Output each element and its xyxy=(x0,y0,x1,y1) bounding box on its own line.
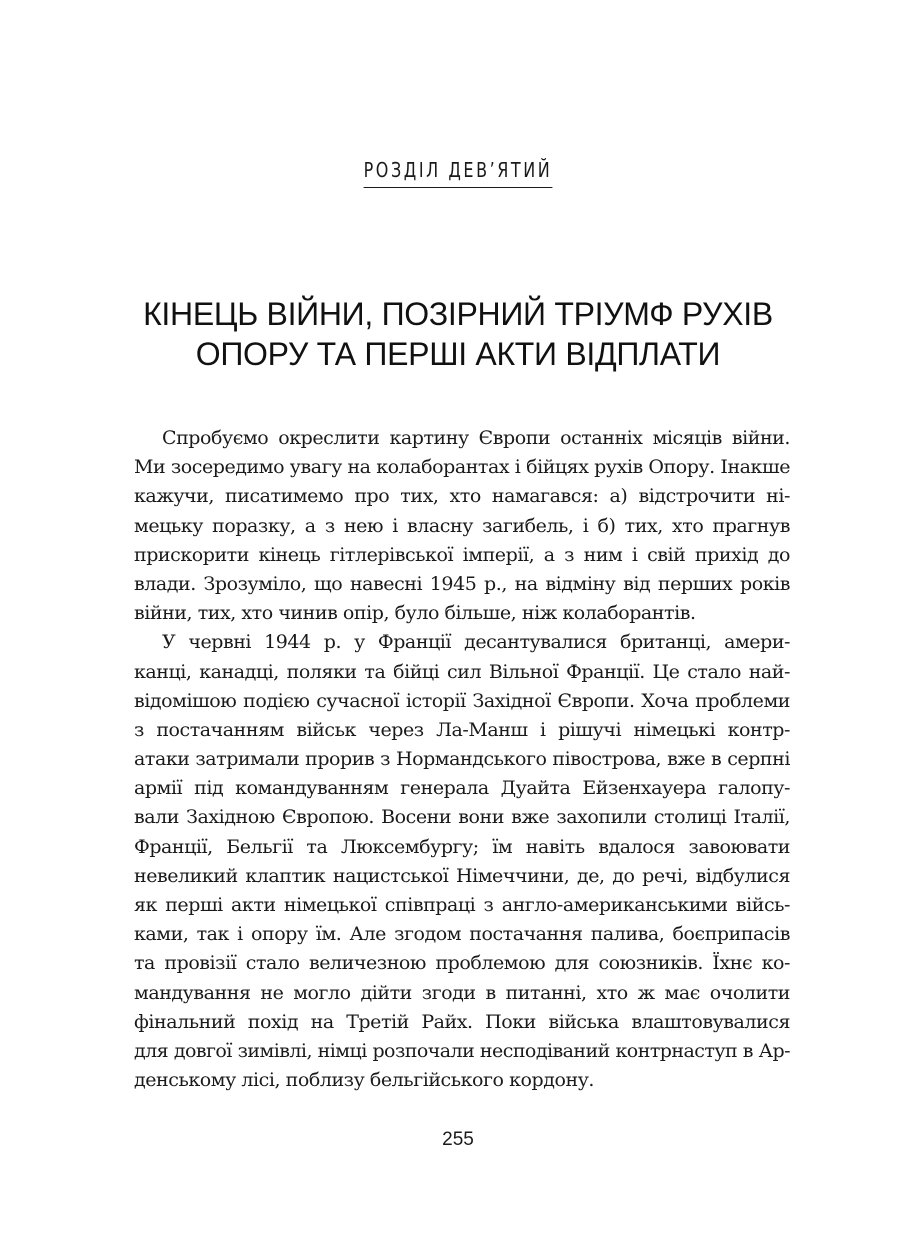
text-line: У червні 1944 р. у Франції десантувалися британці, амери- xyxy=(162,631,790,654)
body-text xyxy=(134,424,790,1095)
text-line: денському лісі, поблизу бельгійського кордону. xyxy=(134,1069,595,1092)
text-line: для довгої зимівлі, німці розпочали несподіваний контрнаступ в Ар- xyxy=(134,1039,790,1062)
text-line: з постачанням військ через Ла-Манш і рішучі німецькі контр- xyxy=(134,718,790,741)
text-line: прискорити кінець гітлерівської імперії, а з ним і свій прихід до xyxy=(134,543,790,566)
chapter-label xyxy=(0,156,916,188)
text-line: відомішою подією сучасної історії Західної Європи. Хоча проблеми xyxy=(134,689,790,712)
text-line: кажучи, писатимемо про тих, хто намагався: а) відстрочити ні- xyxy=(134,485,790,508)
text-line: вали Західною Європою. Восени вони вже захопили столиці Італії, xyxy=(134,806,790,829)
text-line: канці, канадці, поляки та бійці сил Вільної Франції. Це стало най- xyxy=(134,660,790,683)
chapter-title-line: ОПОРУ ТА ПЕРШІ АКТИ ВІДПЛАТИ xyxy=(195,336,721,372)
text-line: мецьку поразку, а з нею і власну загибель, і б) тих, хто прагнув xyxy=(134,514,790,537)
text-line: мандування не могло дійти згоди в питанні, хто ж має очолити xyxy=(134,981,790,1004)
text-line: ками, так і опору їм. Але згодом постачання палива, боєприпасів xyxy=(134,923,790,946)
text-line: Франції, Бельгії та Люксембургу; їм навіть вдалося завоювати xyxy=(134,835,790,858)
paragraph xyxy=(134,628,790,1095)
chapter-label-text: РОЗДІЛ ДЕВ’ЯТИЙ xyxy=(364,156,553,188)
text-line: влади. Зрозуміло, що навесні 1945 р., на відміну від перших років xyxy=(134,572,790,595)
paragraph xyxy=(134,424,790,628)
text-line: війни, тих, хто чинив опір, було більше, ніж колаборантів. xyxy=(134,602,696,625)
text-line: армії під командуванням генерала Дуайта Ейзенхауера галопу- xyxy=(134,777,790,800)
page-number: 255 xyxy=(442,1129,474,1150)
text-line: як перші акти німецької співпраці з англо-американськими війсь- xyxy=(134,894,790,916)
text-line: Ми зосередимо увагу на колаборантах і бійцях рухів Опору. Інакше xyxy=(134,456,790,479)
text-line: атаки затримали прорив з Нормандського півострова, вже в серпні xyxy=(134,748,790,771)
text-line: невеликий клаптик нацистської Німеччини, де, до речі, відбулися xyxy=(134,864,790,887)
chapter-title xyxy=(0,294,916,374)
text-line: та провізії стало величезною проблемою для союзників. Їхнє ко- xyxy=(134,952,790,975)
chapter-title-line: КІНЕЦЬ ВІЙНИ, ПОЗІРНИЙ ТРІУМФ РУХІВ xyxy=(143,296,773,332)
text-line: фінальний похід на Третій Райх. Поки війська влаштовувалися xyxy=(134,1010,790,1033)
text-line: Спробуємо окреслити картину Європи останніх місяців війни. xyxy=(162,427,790,449)
